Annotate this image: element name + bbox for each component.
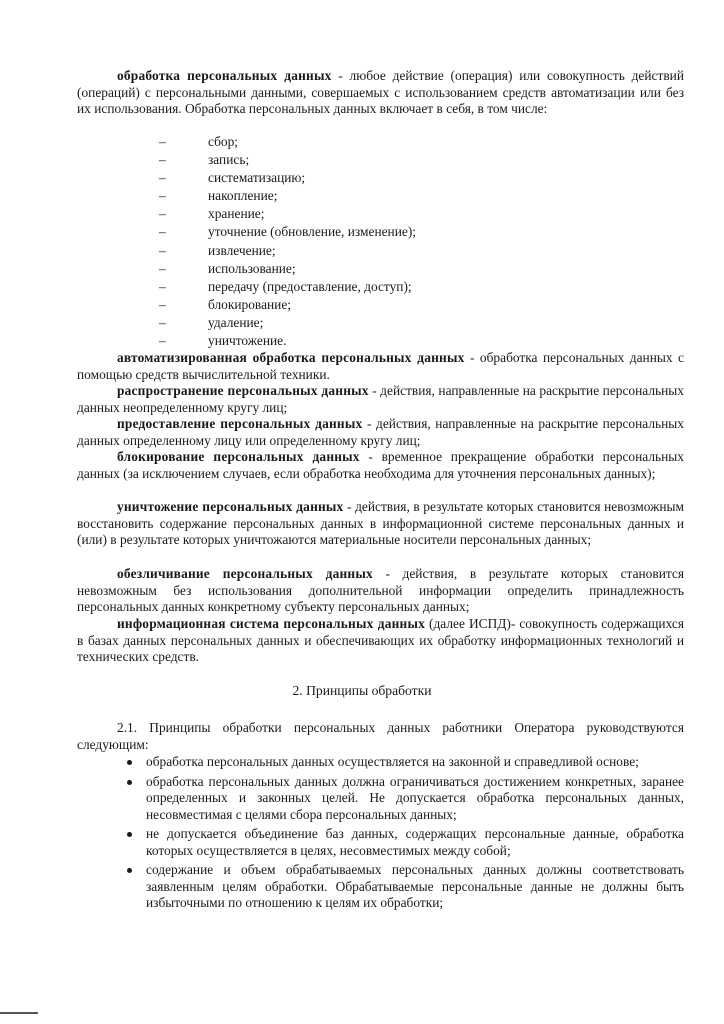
list-item-text: уточнение (обновление, изменение); (208, 224, 417, 240)
list-item-text: извлечение; (208, 242, 276, 258)
list-item (145, 223, 416, 241)
definition-term: информационная система персональных данных (117, 616, 425, 631)
dash-marker: – (159, 242, 166, 258)
definition-text: - действия, в результате которых становится невозможным восстановить содержание персональных данных в информационной системе персональных данных и (или) в результате которых уничтожаются материальные носители персональных данных; (77, 499, 684, 547)
list-item (124, 754, 684, 771)
dash-marker: – (159, 206, 166, 222)
list-item-text: содержание и объем обрабатываемых персональных данных должны соответствовать заявленным целям обработки. Обрабатываемые персональные данные не должны быть избыточными по отношению к целям их обработки; (146, 862, 684, 910)
bullet-icon (127, 760, 132, 765)
definition-text: - действия, направленные на раскрытие персональных данных неопределенному кругу лиц; (77, 383, 684, 415)
dash-marker: – (159, 296, 166, 312)
processing-actions-list (145, 133, 416, 350)
list-item-text: сбор; (208, 134, 239, 149)
dash-marker: – (159, 152, 166, 168)
list-item-text: хранение; (208, 206, 265, 222)
list-item (124, 774, 684, 824)
list-item (145, 296, 416, 314)
dash-marker: – (159, 134, 166, 149)
list-item-text: уничтожение. (208, 333, 287, 349)
dash-marker: – (159, 333, 166, 349)
definition-term: обезличивание персональных данных (117, 566, 373, 581)
list-item (145, 332, 416, 350)
definition-text: - любое действие (операция) или совокупность действий (операций) с персональными данными, совершаемых с использованием средств автоматизации или без их использования. Обработка персональных данных включает в себя, в том числе: (77, 68, 684, 116)
list-item-text: не допускается объединение баз данных, содержащих персональные данные, обработка которых осуществляется в целях, несовместимых между собой; (146, 826, 684, 858)
list-item-text: блокирование; (208, 296, 292, 312)
list-item-text: использование; (208, 260, 296, 276)
definition-depersonalization (77, 566, 684, 616)
definition-text: - временное прекращение обработки персональных данных (за исключением случаев, если обработка необходима для уточнения персональных данных); (77, 449, 684, 481)
list-item (145, 314, 416, 332)
definition-automated-processing (77, 350, 684, 383)
list-item-text: запись; (208, 152, 250, 168)
bullet-icon (127, 780, 132, 785)
definition-term: распространение персональных данных (117, 383, 369, 398)
definition-text: (далее ИСПД)- совокупность содержащихся в базах данных персональных данных и обеспечивающих их обработку информационных технологий и технических средств. (77, 616, 684, 664)
list-item (145, 205, 416, 223)
definition-provision (77, 416, 684, 449)
definition-blocking (77, 449, 684, 482)
bullet-icon (127, 832, 132, 837)
definition-text: - действия, направленные на раскрытие персональных данных определенному лицу или определенному кругу лиц; (77, 416, 684, 448)
bullet-icon (127, 868, 132, 873)
list-item-text: систематизацию; (208, 170, 306, 186)
dash-marker: – (159, 188, 166, 204)
section-intro: 2.1. Принципы обработки персональных данных работники Оператора руководствуются следующим: (77, 720, 684, 752)
list-item-text: накопление; (208, 188, 278, 204)
list-item (124, 826, 684, 859)
definition-distribution (77, 383, 684, 416)
definition-text: - действия, в результате которых становится невозможным без использования дополнительной информации определить принадлежность персональных данных конкретному субъекту персональных данных; (77, 566, 684, 614)
list-item (145, 133, 416, 151)
dash-marker: – (159, 314, 166, 330)
list-item (145, 151, 416, 169)
definition-term: обработка персональных данных (117, 68, 332, 83)
list-item (145, 260, 416, 278)
principles-list (124, 754, 684, 915)
dash-marker: – (159, 260, 166, 276)
definition-term: уничтожение персональных данных (117, 499, 344, 514)
dash-marker: – (159, 278, 166, 294)
list-item-text: удаление; (208, 314, 264, 330)
dash-marker: – (159, 170, 166, 186)
list-item (145, 242, 416, 260)
list-item (145, 187, 416, 205)
definition-term: предоставление персональных данных (117, 416, 363, 431)
definition-information-system (77, 616, 684, 666)
list-item (145, 278, 416, 296)
definition-destruction (77, 499, 684, 549)
definition-term: автоматизированная обработка персональных данных (117, 350, 465, 365)
list-item (145, 169, 416, 187)
scan-edge-mark (0, 1012, 38, 1014)
list-item-text: обработка персональных данных осуществляется на законной и справедливой основе; (146, 754, 639, 769)
dash-marker: – (159, 224, 166, 240)
section-title: 2. Принципы обработки (292, 683, 432, 698)
definition-processing (77, 68, 684, 118)
list-item-text: обработка персональных данных должна ограничиваться достижением конкретных, заранее определенных и законных целей. Не допускается обработка персональных данных, несовместимая с целями сбора персональных данных; (146, 773, 684, 822)
definition-term: блокирование персональных данных (117, 449, 360, 464)
definition-text: - обработка персональных данных с помощью средств вычислительной техники. (77, 350, 684, 382)
list-item-text: передачу (предоставление, доступ); (208, 278, 412, 294)
list-item (124, 862, 684, 912)
